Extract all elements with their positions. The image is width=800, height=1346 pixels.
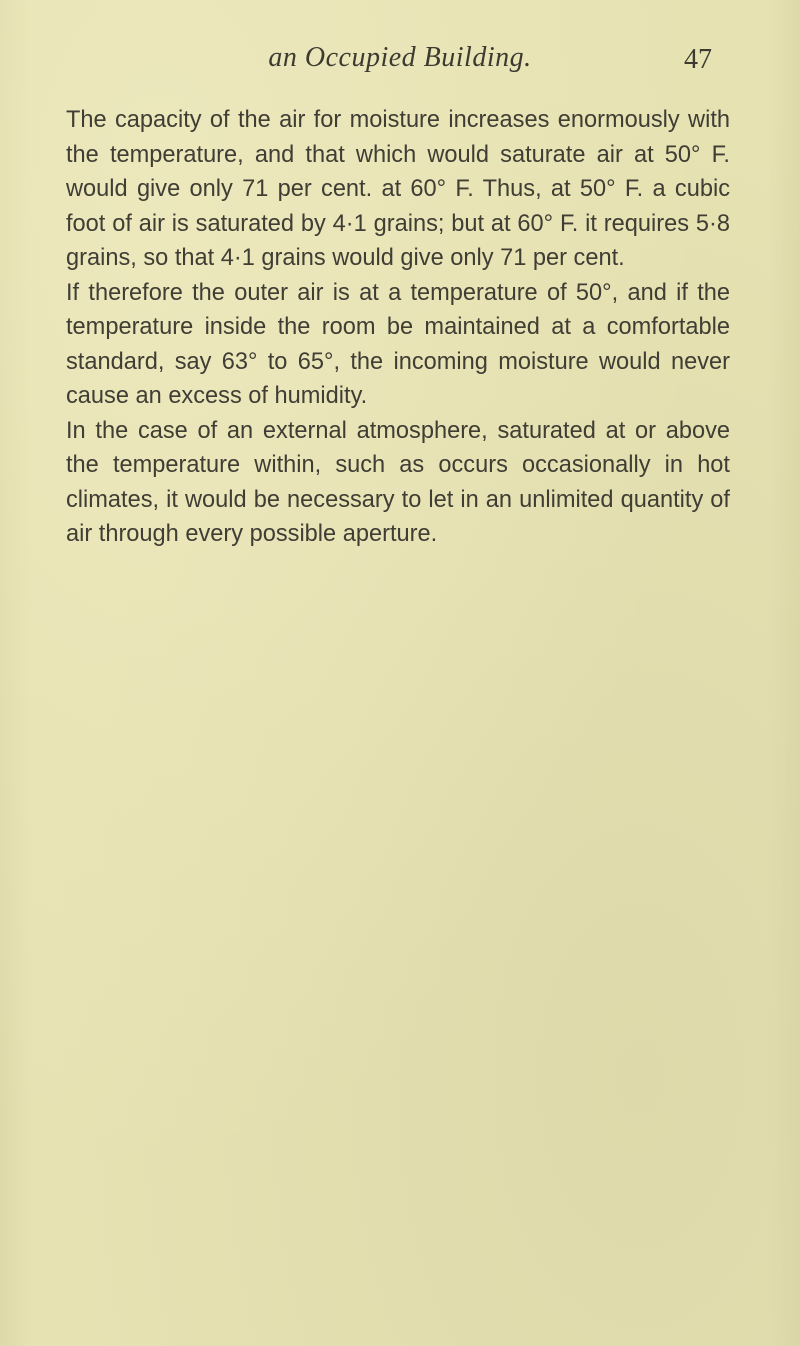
paragraph-outer-air: If therefore the outer air is at a temperature of 50°, and if the temperature inside the room be maintained at a comfortable standard, say 63° to 65°, the incoming moisture would never cause an excess of humidity. [66, 279, 730, 409]
page-number: 47 [684, 44, 712, 75]
running-head [0, 42, 800, 82]
body-text [66, 103, 730, 552]
paragraph-external-atmosphere: In the case of an external atmosphere, saturated at or above the temperature within, such as occurs occasionally in hot climates, it would be necessary to let in an unlimited quantity of air through every possible aperture. [66, 417, 730, 547]
paragraph-capacity: The capacity of the air for moisture increases enormously with the temperature, and that which would saturate air at 50° F. would give only 71 per cent. at 60° F. Thus, at 50° F. a cubic foot of air is saturated by 4·1 grains; but at 60° F. it requires 5·8 grains, so that 4·1 grains would give only 71 per cent. [66, 107, 730, 271]
running-title: an Occupied Building. [268, 42, 532, 73]
